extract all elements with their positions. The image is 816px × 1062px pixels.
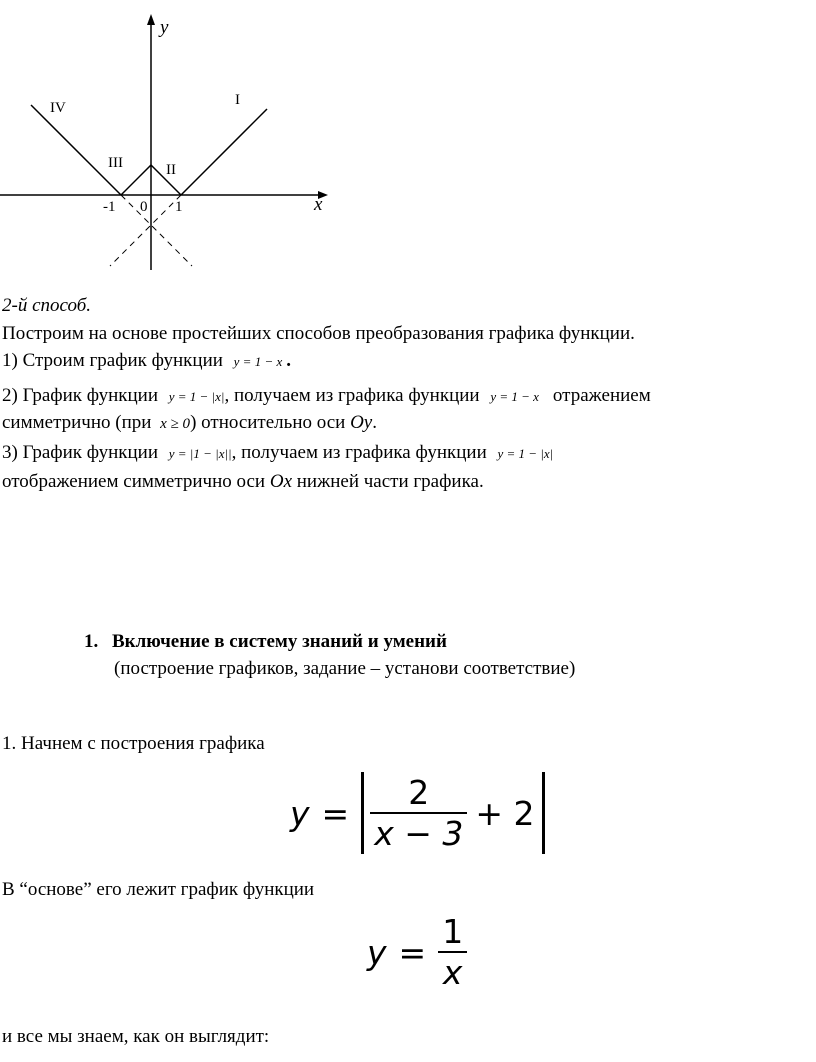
section-subtitle: (построение графиков, задание – установи соответствие)	[114, 658, 576, 679]
eq2-equals: =	[398, 932, 427, 972]
eq2-y: y	[367, 932, 387, 972]
branch-IV	[31, 105, 121, 195]
section-heading	[84, 631, 447, 653]
method-heading: 2-й способ.	[2, 295, 92, 316]
paragraph-basis: В “основе” его лежит график функции	[2, 879, 315, 900]
formula-1-minus-abs-x: y = 1 − |x|	[168, 389, 225, 404]
region-II-label: II	[166, 162, 176, 178]
step-2-line-2	[2, 411, 377, 436]
formula-abs-1-minus-abs-x: y = |1 − |x||	[168, 446, 232, 461]
eq2-denominator: x	[442, 953, 463, 992]
step-3-text-a: 3) График функции	[2, 442, 158, 463]
step-3-line-2	[2, 470, 484, 493]
intro-paragraph: Построим на основе простейших способов преобразования графика функции.	[2, 323, 635, 344]
branch-I	[181, 109, 267, 195]
step-2-end: .	[372, 412, 377, 433]
tick-0: 0	[140, 199, 148, 215]
eq1-plus-two: + 2	[475, 793, 535, 833]
step-2-text-c: отражением	[552, 385, 651, 406]
axis-y-label: y	[160, 17, 169, 38]
step-2-text-e: ) относительно оси	[190, 412, 346, 433]
section-number: 1.	[84, 631, 99, 652]
eq1-fraction	[370, 773, 467, 853]
tick-neg1: -1	[103, 199, 116, 215]
eq1-abs-left	[361, 772, 364, 854]
paragraph-start-graph: 1. Начнем с построения графика	[2, 733, 265, 754]
eq2-fraction	[438, 912, 467, 992]
equation-abs-fraction	[290, 772, 545, 854]
eq1-equals: =	[321, 793, 350, 833]
step-2-text-b: , получаем из графика функции	[224, 385, 480, 406]
step-1-text: 1) Строим график функции	[2, 350, 223, 371]
axis-oy: Oy	[350, 412, 373, 433]
axis-x-label: x	[314, 194, 323, 215]
eq1-y: y	[290, 793, 310, 833]
region-III-label: III	[108, 155, 123, 171]
step-3-text-c: отображением симметрично оси	[2, 471, 266, 492]
eq1-abs-right	[542, 772, 545, 854]
step-3-text-b: , получаем из графика функции	[231, 442, 487, 463]
formula-x-ge-0: x ≥ 0	[160, 416, 191, 432]
branch-III	[121, 165, 151, 195]
eq1-numerator: 2	[408, 773, 430, 812]
step-2-line-1	[2, 384, 651, 408]
equation-reciprocal	[367, 912, 467, 992]
step-2-text-d: симметрично (при	[2, 412, 152, 433]
region-IV-label: IV	[50, 100, 66, 116]
step-3-text-d: нижней части графика.	[296, 471, 484, 492]
paragraph-everyone-knows: и все мы знаем, как он выглядит:	[2, 1026, 270, 1047]
formula-1-minus-abs-x-2: y = 1 − |x|	[497, 446, 554, 461]
eq2-numerator: 1	[442, 912, 464, 951]
step-2-text-a: 2) График функции	[2, 385, 158, 406]
formula-1-minus-x-2: y = 1 − x	[490, 389, 539, 404]
step-1	[2, 349, 291, 373]
step-3-line-1	[2, 441, 553, 465]
axis-ox: Ox	[269, 471, 292, 492]
step-1-end: .	[286, 350, 291, 371]
tick-1: 1	[175, 199, 183, 215]
eq1-denominator: x − 3	[374, 814, 464, 853]
region-I-label: I	[235, 92, 240, 108]
formula-1-minus-x: y = 1 − x	[233, 354, 283, 369]
function-graph	[0, 0, 340, 280]
y-axis-arrow	[147, 14, 155, 25]
section-title: Включение в систему знаний и умений	[112, 631, 447, 652]
